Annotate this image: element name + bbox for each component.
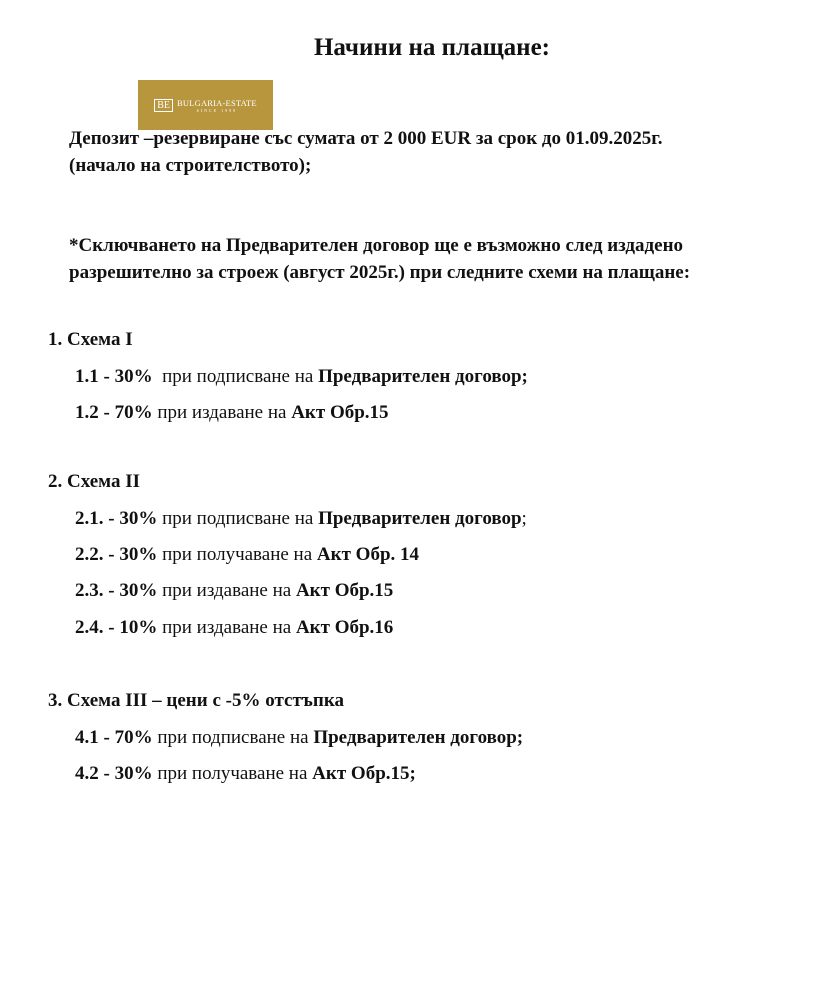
payment-percent: 4.2 - 30% (75, 763, 153, 784)
payment-percent: 2.4. - 10% (75, 617, 158, 638)
payment-condition: при подписване на (152, 727, 314, 748)
bulgaria-estate-logo (138, 80, 273, 130)
note-paragraph (69, 232, 690, 286)
payment-percent: 4.1 - 70% (75, 727, 153, 748)
payment-document: Акт Обр.15 (291, 402, 389, 423)
payment-document: Акт Обр.15 (295, 580, 394, 601)
payment-document: Акт Обр.15; (312, 763, 416, 784)
payment-item (75, 763, 416, 785)
payment-document: Предварителен договор; (313, 727, 524, 748)
payment-condition: при подписване на (157, 508, 319, 529)
payment-document: Предварителен договор; (318, 366, 528, 387)
payment-tail: ; (521, 508, 527, 529)
note-line: разрешително за строеж (август 2025г.) при следните схеми на плащане: (69, 262, 691, 283)
payment-percent: 2.3. - 30% (75, 580, 158, 601)
logo-mark: BE (154, 99, 173, 112)
payment-percent: 2.2. - 30% (75, 544, 158, 565)
payment-condition: при издаване на (157, 617, 296, 638)
logo-tagline: SINCE 1999 (196, 107, 238, 113)
payment-percent: 2.1. - 30% (75, 508, 158, 529)
payment-item (75, 617, 393, 639)
payment-percent: 1.1 - 30% (75, 366, 153, 387)
payment-condition: при получаване на (157, 544, 317, 565)
logo-name: BULGARIA-ESTATE (177, 97, 257, 108)
deposit-paragraph (69, 125, 663, 179)
payment-document: Акт Обр.16 (295, 617, 394, 638)
scheme-heading: 3. Схема III – цени с -5% отстъпка (48, 690, 344, 711)
payment-item (75, 727, 523, 749)
scheme-heading: 2. Схема II (48, 471, 141, 492)
payment-item (75, 508, 527, 530)
payment-percent: 1.2 - 70% (75, 402, 153, 423)
page-title: Начини на плащане: (313, 34, 551, 61)
payment-condition: при получаване на (152, 763, 313, 784)
payment-condition: при подписване на (152, 366, 319, 387)
payment-document: Акт Обр. 14 (316, 544, 420, 565)
scheme-heading: 1. Схема I (48, 329, 133, 350)
deposit-line: (начало на строителството); (69, 155, 312, 176)
payment-item (75, 580, 393, 602)
payment-item (75, 366, 528, 388)
note-line: *Сключването на Предварителен договор ще е възможно след издадено (69, 235, 684, 256)
payment-item (75, 544, 419, 566)
deposit-line: Депозит –резервиране със сумата от 2 000 EUR за срок до 01.09.2025г. (69, 128, 663, 149)
payment-condition: при издаване на (157, 580, 296, 601)
payment-condition: при издаване на (152, 402, 292, 423)
logo-text (177, 98, 257, 113)
payment-item (75, 402, 389, 424)
payment-document: Предварителен договор (318, 508, 522, 529)
